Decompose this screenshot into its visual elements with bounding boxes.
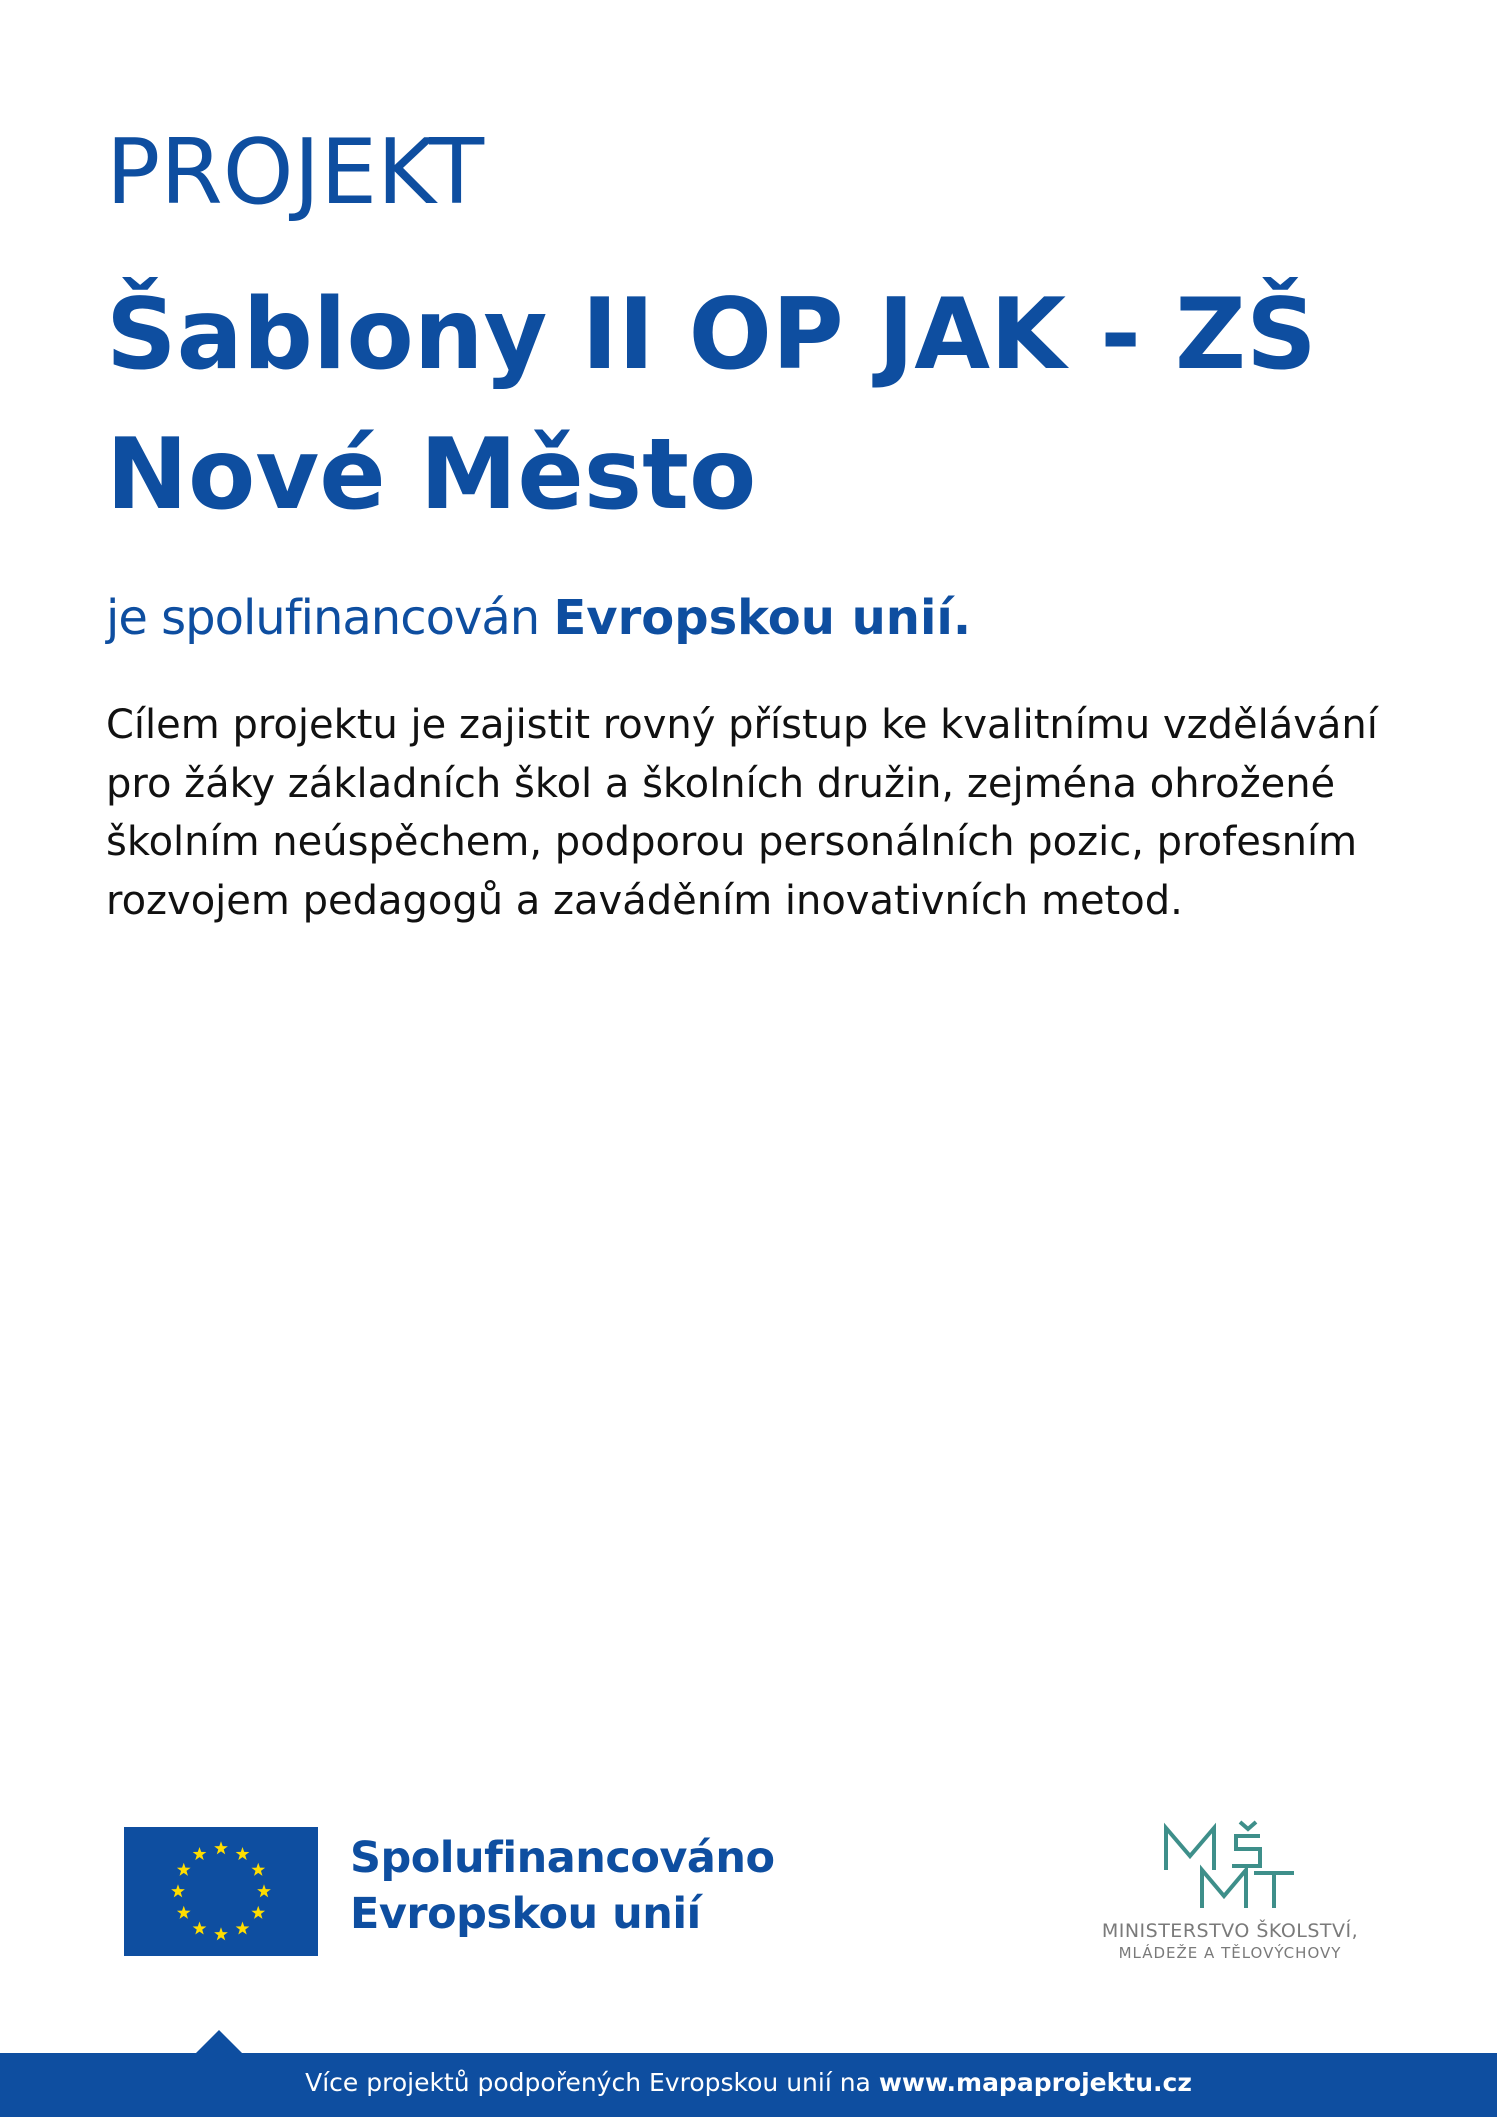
eu-text-line-2: Evropskou unií (350, 1889, 701, 1939)
eu-text-line-1: Spolufinancováno (350, 1833, 775, 1883)
footer-text: Více projektů podpořených Evropskou unií na (305, 2068, 879, 2097)
eu-star-icon (177, 1906, 191, 1919)
eu-flag-icon (124, 1827, 318, 1956)
eu-star-icon (214, 1841, 228, 1854)
cofinancing-prefix: je spolufinancován (106, 590, 554, 646)
footer-bar (0, 2053, 1497, 2117)
msmt-name-line-2: MLÁDEŽE A TĚLOVÝCHOVY (1118, 1944, 1342, 1962)
eu-star-icon (236, 1922, 250, 1935)
cofinancing-emphasis: Evropskou unií. (553, 590, 972, 646)
eu-star-icon (171, 1884, 185, 1897)
footer-notch (195, 2030, 243, 2054)
eu-star-icon (177, 1863, 191, 1876)
eu-star-icon (193, 1847, 207, 1860)
cofinancing-statement (106, 586, 971, 650)
description-line-3: školním neúspěchem, podporou personálních pozic, profesním (106, 819, 1358, 865)
project-title-line-2: Nové Město (106, 418, 757, 532)
description-line-2: pro žáky základních škol a školních družin, zejména ohrožené (106, 760, 1336, 807)
eu-star-icon (214, 1927, 228, 1940)
project-description (106, 696, 1446, 930)
eu-star-icon (257, 1884, 271, 1897)
msmt-logo-icon (1160, 1820, 1300, 1915)
msmt-logo (1080, 1820, 1380, 1970)
project-title (106, 265, 1446, 545)
footer-link[interactable]: www.mapaprojektu.cz (878, 2068, 1192, 2097)
msmt-name-line-1: MINISTERSTVO ŠKOLSTVÍ, (1101, 1920, 1359, 1942)
description-line-1: Cílem projektu je zajistit rovný přístup ke kvalitnímu vzdělávání (106, 702, 1378, 748)
project-title-line-1: Šablony II OP JAK - ZŠ (106, 278, 1317, 392)
eu-star-icon (251, 1906, 265, 1919)
eu-cofinancing-logo-text (350, 1830, 775, 1942)
eu-star-icon (193, 1922, 207, 1935)
description-line-4: rozvojem pedagogů a zaváděním inovativních metod. (106, 877, 1183, 924)
project-label: PROJEKT (106, 120, 485, 225)
eu-star-icon (236, 1847, 250, 1860)
eu-star-icon (251, 1863, 265, 1876)
